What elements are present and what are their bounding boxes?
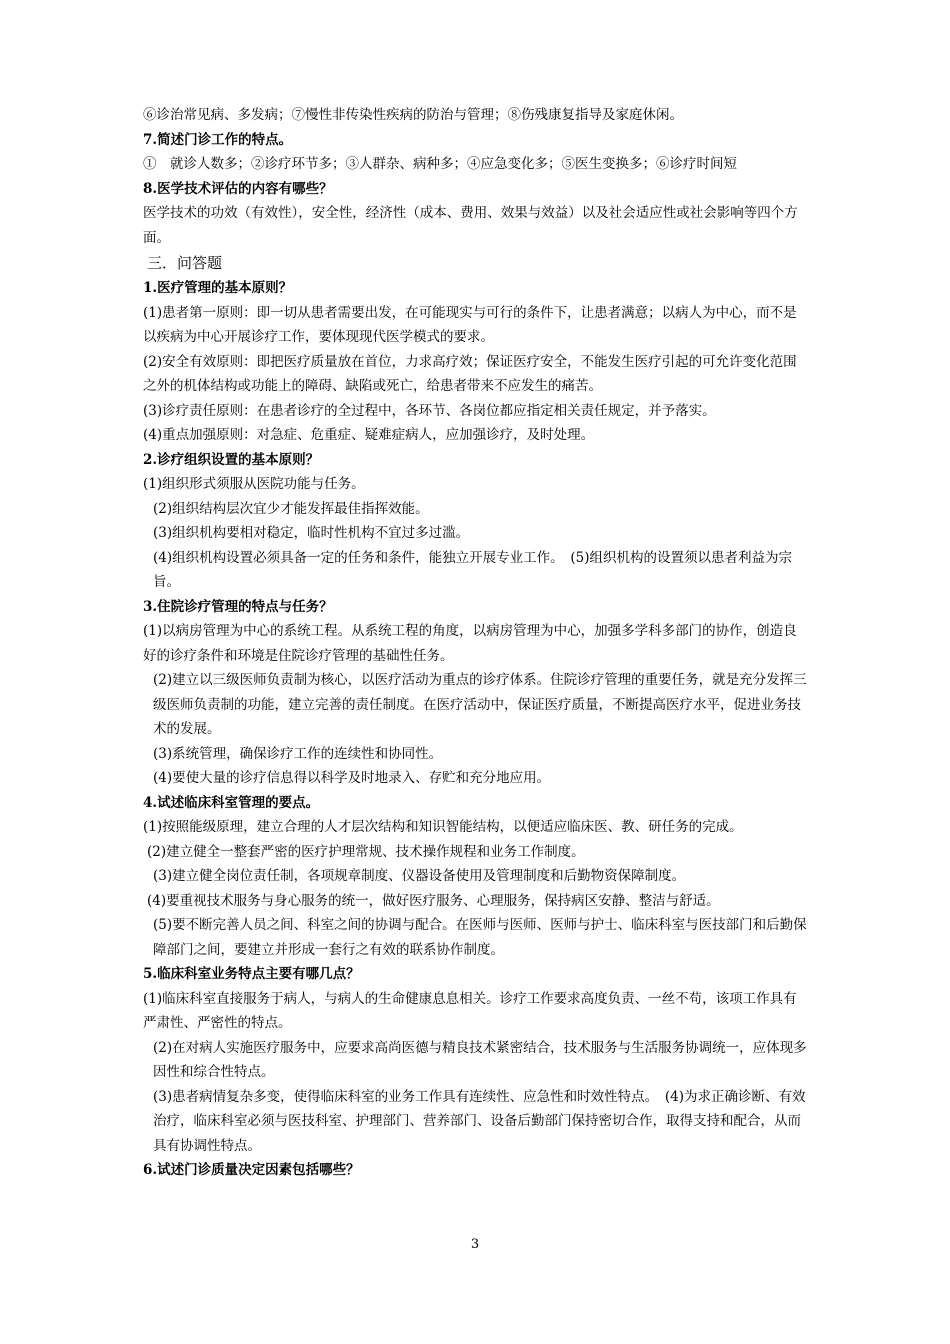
page-number: 3 [470, 1237, 480, 1252]
paragraph: (4)要使大量的诊疗信息得以科学及时地录入、存贮和充分地应用。 [153, 770, 551, 786]
paragraph: (3)系统管理，确保诊疗工作的连续性和协同性。 [153, 745, 443, 762]
paragraph: (1)按照能级原理，建立合理的人才层次结构和知识智能结构，以便适应临床医、教、研任务的完成。 [143, 819, 743, 835]
paragraph: (4)重点加强原则：对急症、危重症、疑难症病人，应加强诊疗，及时处理。 [143, 427, 595, 443]
paragraph: (1)组织形式须服从医院功能与任务。 [143, 476, 365, 492]
paragraph: (2)安全有效原则：即把医疗质量放在首位，力求高疗效；保证医疗安全，不能发生医疗引起的可允许变化范围之外的机体结构或功能上的障碍、缺陷或死亡，给患者带来不应发生的痛苦。 [143, 353, 797, 394]
paragraph: (2)建立健全一整套严密的医疗护理常规、技术操作规程和业务工作制度。 [147, 843, 585, 860]
section-heading: 三．问答题 [147, 254, 223, 272]
paragraph: (2)建立以三级医师负责制为核心，以医疗活动为重点的诊疗体系。住院诊疗管理的重要任务，就是充分发挥三级医师负责制的功能，建立完善的责任制度。在医疗活动中，保证医疗质量，不断提高医疗水平，促进业务技术的发展。 [153, 672, 807, 737]
paragraph: (3)组织机构要相对稳定，临时性机构不宜过多过滥。 [153, 525, 470, 541]
paragraph: (3)建立健全岗位责任制，各项规章制度、仪器设备使用及管理制度和后勤物资保障制度。 [153, 868, 686, 884]
paragraph: ① 就诊人数多；②诊疗环节多；③人群杂、病种多；④应急变化多；⑤医生变换多；⑥诊疗时间短 [143, 156, 737, 172]
paragraph: (1)以病房管理为中心的系统工程。从系统工程的角度，以病房管理为中心，加强多学科多部门的协作，创造良好的诊疗条件和环境是住院诊疗管理的基础性任务。 [143, 623, 797, 664]
question-heading: 8.医学技术评估的内容有哪些？ [143, 180, 333, 197]
question-heading: 2.诊疗组织设置的基本原则？ [143, 451, 320, 468]
paragraph: (1)患者第一原则：即一切从患者需要出发，在可能现实与可行的条件下，让患者满意；以病人为中心，而不是以疾病为中心开展诊疗工作，要体现现代医学模式的要求。 [143, 304, 797, 345]
paragraph: (3)患者病情复杂多变，使得临床科室的业务工作具有连续性、应急性和时效性特点。 (4)为求正确诊断、有效治疗，临床科室必须与医技科室、护理部门、营养部门、设备后勤部门保持密切合作，取得支持和配合，从而具有协调性特点。 [153, 1088, 806, 1154]
paragraph: 医学技术的功效（有效性），安全性，经济性（成本、费用、效果与效益）以及社会适应性或社会影响等四个方面。 [143, 205, 798, 246]
paragraph: ⑥诊治常见病、多发病；⑦慢性非传染性疾病的防治与管理；⑧伤残康复指导及家庭休闲。 [143, 107, 683, 123]
paragraph: (2)在对病人实施医疗服务中，应要求高尚医德与精良技术紧密结合，技术服务与生活服务协调统一，应体现多因性和综合性特点。 [153, 1039, 807, 1080]
paragraph: (5)要不断完善人员之间、科室之间的协调与配合。在医师与医师、医师与护士、临床科室与医技部门和后勤保障部门之间，要建立并形成一套行之有效的联系协作制度。 [153, 917, 807, 958]
question-heading: 1.医疗管理的基本原则？ [143, 280, 293, 296]
question-heading: 4.试述临床科室管理的要点。 [143, 794, 320, 811]
paragraph: (2)组织结构层次宜少才能发挥最佳指挥效能。 [153, 500, 429, 517]
question-heading: 5.临床科室业务特点主要有哪几点？ [143, 966, 360, 982]
paragraph: (4)组织机构设置必须具备一定的任务和条件，能独立开展专业工作。 (5)组织机构的设置须以患者利益为宗旨。 [153, 549, 792, 590]
question-heading: 7.简述门诊工作的特点。 [143, 131, 293, 148]
paragraph: (3)诊疗责任原则：在患者诊疗的全过程中，各环节、各岗位都应指定相关责任规定，并予落实。 [143, 402, 716, 419]
question-heading: 6.试述门诊质量决定因素包括哪些？ [143, 1162, 360, 1178]
paragraph: (1)临床科室直接服务于病人，与病人的生命健康息息相关。诊疗工作要求高度负责、一丝不苟，该项工作具有严肃性、严密性的特点。 [143, 990, 797, 1031]
paragraph: (4)要重视技术服务与身心服务的统一，做好医疗服务、心理服务，保持病区安静、整洁与舒适。 [147, 892, 720, 909]
page-content [143, 103, 808, 1183]
question-heading: 3.住院诊疗管理的特点与任务？ [143, 598, 333, 615]
